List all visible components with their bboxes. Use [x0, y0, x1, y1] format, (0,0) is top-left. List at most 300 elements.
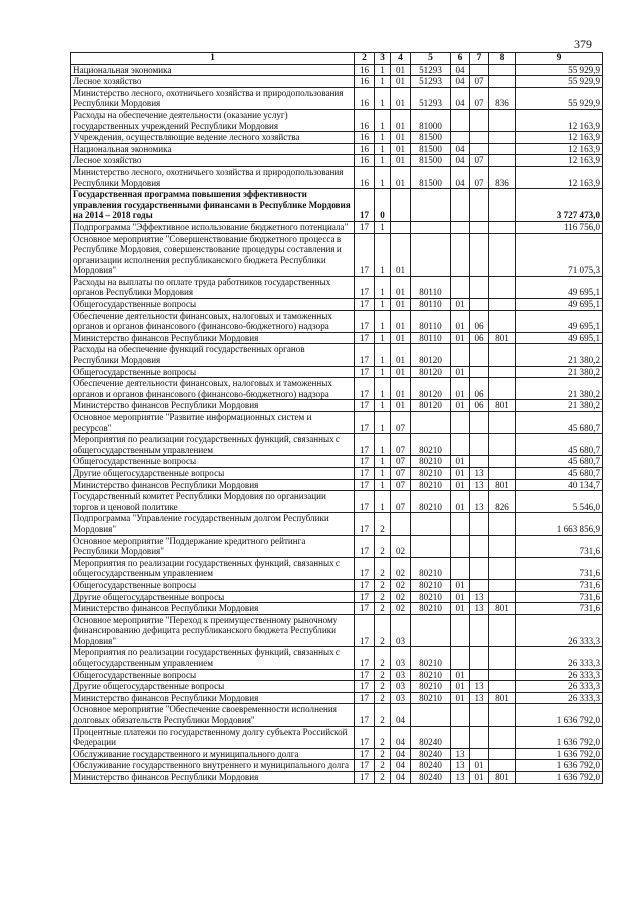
row-section-code — [451, 513, 470, 535]
row-program-code: 17 — [355, 467, 375, 479]
row-program-code: 17 — [355, 299, 375, 311]
table-row — [71, 456, 603, 468]
row-program-code: 16 — [355, 64, 375, 76]
row-section-code: 01 — [451, 603, 470, 615]
row-section-code: 01 — [451, 299, 470, 311]
row-name-cell: Расходы на обеспечение функций государственных органов Республики Мордовия — [71, 344, 355, 366]
row-name-cell: Министерство финансов Республики Мордовия — [71, 692, 355, 704]
row-direction-code — [411, 189, 451, 222]
row-amount: 3 727 473,0 — [516, 189, 603, 222]
row-amount: 21 380,2 — [516, 400, 603, 412]
row-direction-code: 80110 — [411, 276, 451, 298]
row-activity-code: 01 — [391, 132, 411, 144]
row-subprogram-code: 1 — [375, 344, 391, 366]
table-row — [71, 378, 603, 400]
row-activity-code: 01 — [391, 166, 411, 188]
row-subprogram-code: 2 — [375, 669, 391, 681]
row-amount: 49 695,1 — [516, 276, 603, 298]
row-amount: 1 636 792,0 — [516, 748, 603, 760]
row-program-code: 17 — [355, 400, 375, 412]
row-name-cell: Обеспечение деятельности финансовых, налоговых и таможенных органов и органов финансового (финансово-бюджетного) надзора — [71, 310, 355, 332]
row-amount: 731,6 — [516, 603, 603, 615]
row-amount: 55 929,9 — [516, 87, 603, 109]
row-activity-code: 04 — [391, 748, 411, 760]
row-subsection-code: 01 — [470, 760, 489, 772]
row-name-cell: Министерство финансов Республики Мордовия — [71, 603, 355, 615]
row-section-code: 04 — [451, 76, 470, 88]
row-activity-code: 02 — [391, 603, 411, 615]
row-ministry-code: 801 — [489, 479, 516, 491]
row-activity-code: 07 — [391, 491, 411, 513]
table-row — [71, 491, 603, 513]
row-subprogram-code: 1 — [375, 332, 391, 344]
row-section-code: 01 — [451, 579, 470, 591]
row-name-cell: Мероприятия по реализации государственных функций, связанных с общегосударственным управлением — [71, 557, 355, 579]
row-amount: 21 380,2 — [516, 366, 603, 378]
row-program-code: 17 — [355, 434, 375, 456]
page-number: 379 — [574, 37, 592, 51]
row-direction-code — [411, 412, 451, 434]
row-subsection-code — [470, 748, 489, 760]
table-row — [71, 233, 603, 276]
row-subprogram-code: 1 — [375, 143, 391, 155]
row-program-code: 17 — [355, 310, 375, 332]
row-ministry-code — [489, 64, 516, 76]
row-subsection-code — [470, 143, 489, 155]
row-amount: 40 134,7 — [516, 479, 603, 491]
row-activity-code: 01 — [391, 109, 411, 131]
row-direction-code — [411, 221, 451, 233]
row-ministry-code — [489, 366, 516, 378]
table-row — [71, 535, 603, 557]
row-activity-code: 07 — [391, 467, 411, 479]
row-subprogram-code: 1 — [375, 434, 391, 456]
row-activity-code — [391, 513, 411, 535]
row-amount: 731,6 — [516, 557, 603, 579]
row-name-cell: Расходы на обеспечение деятельности (оказание услуг) государственных учреждений Республики Мордовия — [71, 109, 355, 131]
row-amount: 12 163,9 — [516, 155, 603, 167]
row-amount: 49 695,1 — [516, 310, 603, 332]
row-section-code: 01 — [451, 692, 470, 704]
table-row — [71, 513, 603, 535]
row-program-code: 16 — [355, 87, 375, 109]
row-section-code: 01 — [451, 378, 470, 400]
row-ministry-code — [489, 132, 516, 144]
row-name-cell: Национальная экономика — [71, 64, 355, 76]
row-activity-code: 07 — [391, 434, 411, 456]
row-subprogram-code: 1 — [375, 310, 391, 332]
row-subsection-code — [470, 535, 489, 557]
row-ministry-code: 836 — [489, 166, 516, 188]
row-amount: 26 333,3 — [516, 647, 603, 669]
row-program-code: 17 — [355, 748, 375, 760]
row-subprogram-code: 1 — [375, 76, 391, 88]
row-program-code: 17 — [355, 726, 375, 748]
row-ministry-code — [489, 681, 516, 693]
row-section-code: 04 — [451, 155, 470, 167]
table-row — [71, 143, 603, 155]
row-name-cell: Основное мероприятие "Переход к преимущественному рыночному финансированию дефицита республиканского бюджета Республики Мордовия" — [71, 614, 355, 647]
row-subprogram-code: 2 — [375, 591, 391, 603]
row-section-code — [451, 535, 470, 557]
row-subsection-code — [470, 276, 489, 298]
table-row — [71, 557, 603, 579]
row-name-cell: Подпрограмма "Управление государственным долгом Республики Мордовия" — [71, 513, 355, 535]
row-name-cell: Основное мероприятие "Развитие информационных систем и ресурсов" — [71, 412, 355, 434]
row-program-code: 17 — [355, 535, 375, 557]
table-row — [71, 726, 603, 748]
row-name-cell: Основное мероприятие "Поддержание кредитного рейтинга Республики Мордовия" — [71, 535, 355, 557]
row-activity-code: 02 — [391, 591, 411, 603]
row-section-code: 01 — [451, 681, 470, 693]
row-section-code: 01 — [451, 400, 470, 412]
row-section-code: 01 — [451, 332, 470, 344]
row-ministry-code — [489, 76, 516, 88]
row-subprogram-code: 1 — [375, 64, 391, 76]
row-name-cell: Обслуживание государственного и муниципального долга — [71, 748, 355, 760]
budget-table — [70, 52, 603, 784]
row-subprogram-code: 2 — [375, 647, 391, 669]
row-activity-code — [391, 189, 411, 222]
row-subsection-code — [470, 579, 489, 591]
row-program-code: 16 — [355, 109, 375, 131]
table-row — [71, 132, 603, 144]
row-subsection-code: 13 — [470, 692, 489, 704]
row-ministry-code — [489, 299, 516, 311]
row-subprogram-code: 1 — [375, 276, 391, 298]
row-ministry-code — [489, 748, 516, 760]
row-subprogram-code: 1 — [375, 456, 391, 468]
row-activity-code: 01 — [391, 332, 411, 344]
row-subprogram-code: 1 — [375, 378, 391, 400]
table-row — [71, 64, 603, 76]
row-section-code: 04 — [451, 87, 470, 109]
row-direction-code: 80240 — [411, 748, 451, 760]
table-row — [71, 614, 603, 647]
table-row — [71, 760, 603, 772]
row-ministry-code — [489, 189, 516, 222]
table-row — [71, 647, 603, 669]
row-ministry-code — [489, 344, 516, 366]
row-subsection-code: 13 — [470, 591, 489, 603]
row-ministry-code — [489, 669, 516, 681]
row-subsection-code — [470, 233, 489, 276]
row-ministry-code — [489, 704, 516, 726]
row-amount: 49 695,1 — [516, 299, 603, 311]
row-activity-code: 04 — [391, 726, 411, 748]
row-subprogram-code: 1 — [375, 166, 391, 188]
row-name-cell: Процентные платежи по государственному долгу субъекта Российской Федерации — [71, 726, 355, 748]
row-ministry-code — [489, 233, 516, 276]
row-program-code: 16 — [355, 132, 375, 144]
row-subsection-code — [470, 299, 489, 311]
row-ministry-code: 801 — [489, 692, 516, 704]
table-row — [71, 412, 603, 434]
table-row — [71, 332, 603, 344]
row-amount: 1 636 792,0 — [516, 772, 603, 784]
row-name-cell: Министерство финансов Республики Мордовия — [71, 479, 355, 491]
row-name-cell: Общегосударственные вопросы — [71, 366, 355, 378]
table-row — [71, 109, 603, 131]
row-activity-code: 01 — [391, 299, 411, 311]
table-row — [71, 344, 603, 366]
row-program-code: 17 — [355, 456, 375, 468]
row-name-cell: Подпрограмма "Эффективное использование бюджетного потенциала" — [71, 221, 355, 233]
table-row — [71, 276, 603, 298]
row-amount: 731,6 — [516, 591, 603, 603]
row-direction-code: 80210 — [411, 669, 451, 681]
row-direction-code: 80240 — [411, 760, 451, 772]
table-row — [71, 681, 603, 693]
row-ministry-code — [489, 579, 516, 591]
row-subprogram-code: 2 — [375, 748, 391, 760]
row-subprogram-code: 2 — [375, 692, 391, 704]
row-amount: 26 333,3 — [516, 614, 603, 647]
row-direction-code: 80120 — [411, 344, 451, 366]
table-row — [71, 704, 603, 726]
row-direction-code: 80210 — [411, 456, 451, 468]
row-section-code — [451, 189, 470, 222]
row-activity-code: 01 — [391, 76, 411, 88]
row-activity-code: 03 — [391, 614, 411, 647]
row-subsection-code — [470, 557, 489, 579]
row-program-code: 17 — [355, 479, 375, 491]
row-activity-code: 01 — [391, 276, 411, 298]
row-ministry-code — [489, 614, 516, 647]
row-direction-code — [411, 513, 451, 535]
row-program-code: 17 — [355, 772, 375, 784]
row-amount: 55 929,9 — [516, 76, 603, 88]
table-row — [71, 400, 603, 412]
row-activity-code: 01 — [391, 87, 411, 109]
row-subprogram-code: 1 — [375, 109, 391, 131]
table-row — [71, 310, 603, 332]
row-subsection-code — [470, 647, 489, 669]
row-program-code: 17 — [355, 591, 375, 603]
row-direction-code: 80210 — [411, 467, 451, 479]
row-section-code — [451, 344, 470, 366]
row-ministry-code — [489, 221, 516, 233]
row-direction-code: 80210 — [411, 647, 451, 669]
row-section-code: 13 — [451, 772, 470, 784]
row-ministry-code — [489, 109, 516, 131]
row-direction-code — [411, 704, 451, 726]
header-col-5: 5 — [411, 53, 451, 65]
row-ministry-code — [489, 276, 516, 298]
row-subsection-code: 01 — [470, 772, 489, 784]
row-subsection-code: 13 — [470, 603, 489, 615]
row-name-cell: Общегосударственные вопросы — [71, 669, 355, 681]
row-ministry-code — [489, 726, 516, 748]
row-ministry-code — [489, 456, 516, 468]
row-ministry-code — [489, 513, 516, 535]
header-col-6: 6 — [451, 53, 470, 65]
row-program-code: 16 — [355, 155, 375, 167]
row-section-code: 13 — [451, 748, 470, 760]
row-section-code: 01 — [451, 366, 470, 378]
row-direction-code: 81500 — [411, 132, 451, 144]
row-ministry-code — [489, 143, 516, 155]
row-ministry-code — [489, 412, 516, 434]
row-name-cell: Общегосударственные вопросы — [71, 299, 355, 311]
row-activity-code: 07 — [391, 412, 411, 434]
row-activity-code: 03 — [391, 647, 411, 669]
table-row — [71, 221, 603, 233]
row-program-code: 17 — [355, 579, 375, 591]
row-name-cell: Государственная программа повышения эффективности управления государственными финансами в Республике Мордовия на 2014 – 2018 годы — [71, 189, 355, 222]
row-program-code: 17 — [355, 760, 375, 772]
header-row — [71, 53, 603, 65]
header-col-2: 2 — [355, 53, 375, 65]
row-subsection-code: 13 — [470, 479, 489, 491]
row-activity-code: 07 — [391, 456, 411, 468]
row-amount: 45 680,7 — [516, 434, 603, 456]
row-name-cell: Другие общегосударственные вопросы — [71, 467, 355, 479]
row-subsection-code: 13 — [470, 467, 489, 479]
row-section-code — [451, 647, 470, 669]
row-program-code: 17 — [355, 233, 375, 276]
row-subsection-code — [470, 189, 489, 222]
row-section-code: 01 — [451, 479, 470, 491]
row-activity-code: 01 — [391, 155, 411, 167]
row-subprogram-code: 1 — [375, 412, 391, 434]
row-program-code: 17 — [355, 366, 375, 378]
row-subsection-code — [470, 344, 489, 366]
table-row — [71, 155, 603, 167]
row-activity-code: 03 — [391, 692, 411, 704]
row-subprogram-code: 2 — [375, 579, 391, 591]
header-col-4: 4 — [391, 53, 411, 65]
row-direction-code: 80210 — [411, 579, 451, 591]
row-section-code — [451, 276, 470, 298]
row-program-code: 17 — [355, 647, 375, 669]
row-subsection-code — [470, 412, 489, 434]
table-row — [71, 76, 603, 88]
row-subsection-code: 06 — [470, 378, 489, 400]
row-amount: 12 163,9 — [516, 143, 603, 155]
row-activity-code: 04 — [391, 704, 411, 726]
row-activity-code: 07 — [391, 479, 411, 491]
row-direction-code: 80110 — [411, 332, 451, 344]
row-subprogram-code: 1 — [375, 132, 391, 144]
header-col-7: 7 — [470, 53, 489, 65]
row-program-code: 17 — [355, 614, 375, 647]
row-amount: 12 163,9 — [516, 109, 603, 131]
row-activity-code: 01 — [391, 344, 411, 366]
row-amount: 116 756,0 — [516, 221, 603, 233]
row-amount: 5 546,0 — [516, 491, 603, 513]
row-direction-code: 51293 — [411, 87, 451, 109]
row-subprogram-code: 1 — [375, 155, 391, 167]
row-direction-code: 81500 — [411, 143, 451, 155]
row-amount: 26 333,3 — [516, 669, 603, 681]
row-activity-code: 01 — [391, 233, 411, 276]
row-subsection-code: 07 — [470, 87, 489, 109]
row-direction-code: 81500 — [411, 155, 451, 167]
row-direction-code: 80120 — [411, 378, 451, 400]
row-section-code: 01 — [451, 669, 470, 681]
row-program-code: 17 — [355, 704, 375, 726]
row-ministry-code — [489, 310, 516, 332]
row-section-code — [451, 233, 470, 276]
row-activity-code: 02 — [391, 579, 411, 591]
row-direction-code: 51293 — [411, 64, 451, 76]
row-amount: 21 380,2 — [516, 378, 603, 400]
row-name-cell: Мероприятия по реализации государственных функций, связанных с общегосударственным управлением — [71, 647, 355, 669]
row-program-code: 17 — [355, 603, 375, 615]
row-subprogram-code: 1 — [375, 87, 391, 109]
row-subprogram-code: 1 — [375, 467, 391, 479]
row-direction-code: 81000 — [411, 109, 451, 131]
row-program-code: 17 — [355, 378, 375, 400]
row-subsection-code — [470, 132, 489, 144]
row-subsection-code — [470, 221, 489, 233]
row-subprogram-code: 2 — [375, 535, 391, 557]
row-name-cell: Общегосударственные вопросы — [71, 456, 355, 468]
row-subprogram-code: 1 — [375, 491, 391, 513]
row-section-code: 01 — [451, 456, 470, 468]
row-section-code — [451, 557, 470, 579]
row-ministry-code — [489, 155, 516, 167]
row-activity-code: 03 — [391, 669, 411, 681]
row-subsection-code: 07 — [470, 155, 489, 167]
row-section-code: 13 — [451, 760, 470, 772]
row-name-cell: Лесное хозяйство — [71, 155, 355, 167]
row-section-code: 01 — [451, 467, 470, 479]
row-name-cell: Министерство финансов Республики Мордовия — [71, 332, 355, 344]
row-program-code: 17 — [355, 332, 375, 344]
row-direction-code: 80210 — [411, 591, 451, 603]
row-activity-code: 04 — [391, 772, 411, 784]
row-subsection-code — [470, 366, 489, 378]
row-subprogram-code: 1 — [375, 366, 391, 378]
row-section-code — [451, 704, 470, 726]
row-direction-code: 80210 — [411, 479, 451, 491]
row-name-cell: Лесное хозяйство — [71, 76, 355, 88]
row-name-cell: Государственный комитет Республики Мордовия по организации торгов и ценовой политике — [71, 491, 355, 513]
row-subsection-code — [470, 64, 489, 76]
row-ministry-code: 801 — [489, 772, 516, 784]
row-activity-code: 01 — [391, 64, 411, 76]
row-program-code: 17 — [355, 681, 375, 693]
row-subsection-code — [470, 614, 489, 647]
row-subsection-code — [470, 669, 489, 681]
row-subsection-code: 06 — [470, 400, 489, 412]
row-section-code: 04 — [451, 143, 470, 155]
row-direction-code: 80210 — [411, 692, 451, 704]
row-name-cell: Обслуживание государственного внутреннего и муниципального долга — [71, 760, 355, 772]
row-subprogram-code: 2 — [375, 760, 391, 772]
row-program-code: 17 — [355, 669, 375, 681]
row-amount: 26 333,3 — [516, 692, 603, 704]
row-amount: 731,6 — [516, 535, 603, 557]
row-ministry-code: 801 — [489, 603, 516, 615]
row-amount: 26 333,3 — [516, 681, 603, 693]
row-ministry-code — [489, 434, 516, 456]
row-activity-code: 01 — [391, 400, 411, 412]
row-subsection-code — [470, 109, 489, 131]
row-direction-code: 80240 — [411, 726, 451, 748]
row-subprogram-code: 2 — [375, 513, 391, 535]
row-direction-code: 80210 — [411, 434, 451, 456]
row-section-code — [451, 132, 470, 144]
row-direction-code: 80120 — [411, 400, 451, 412]
row-amount: 731,6 — [516, 579, 603, 591]
row-subprogram-code: 2 — [375, 772, 391, 784]
row-amount: 45 680,7 — [516, 467, 603, 479]
table-row — [71, 579, 603, 591]
row-direction-code: 81500 — [411, 166, 451, 188]
